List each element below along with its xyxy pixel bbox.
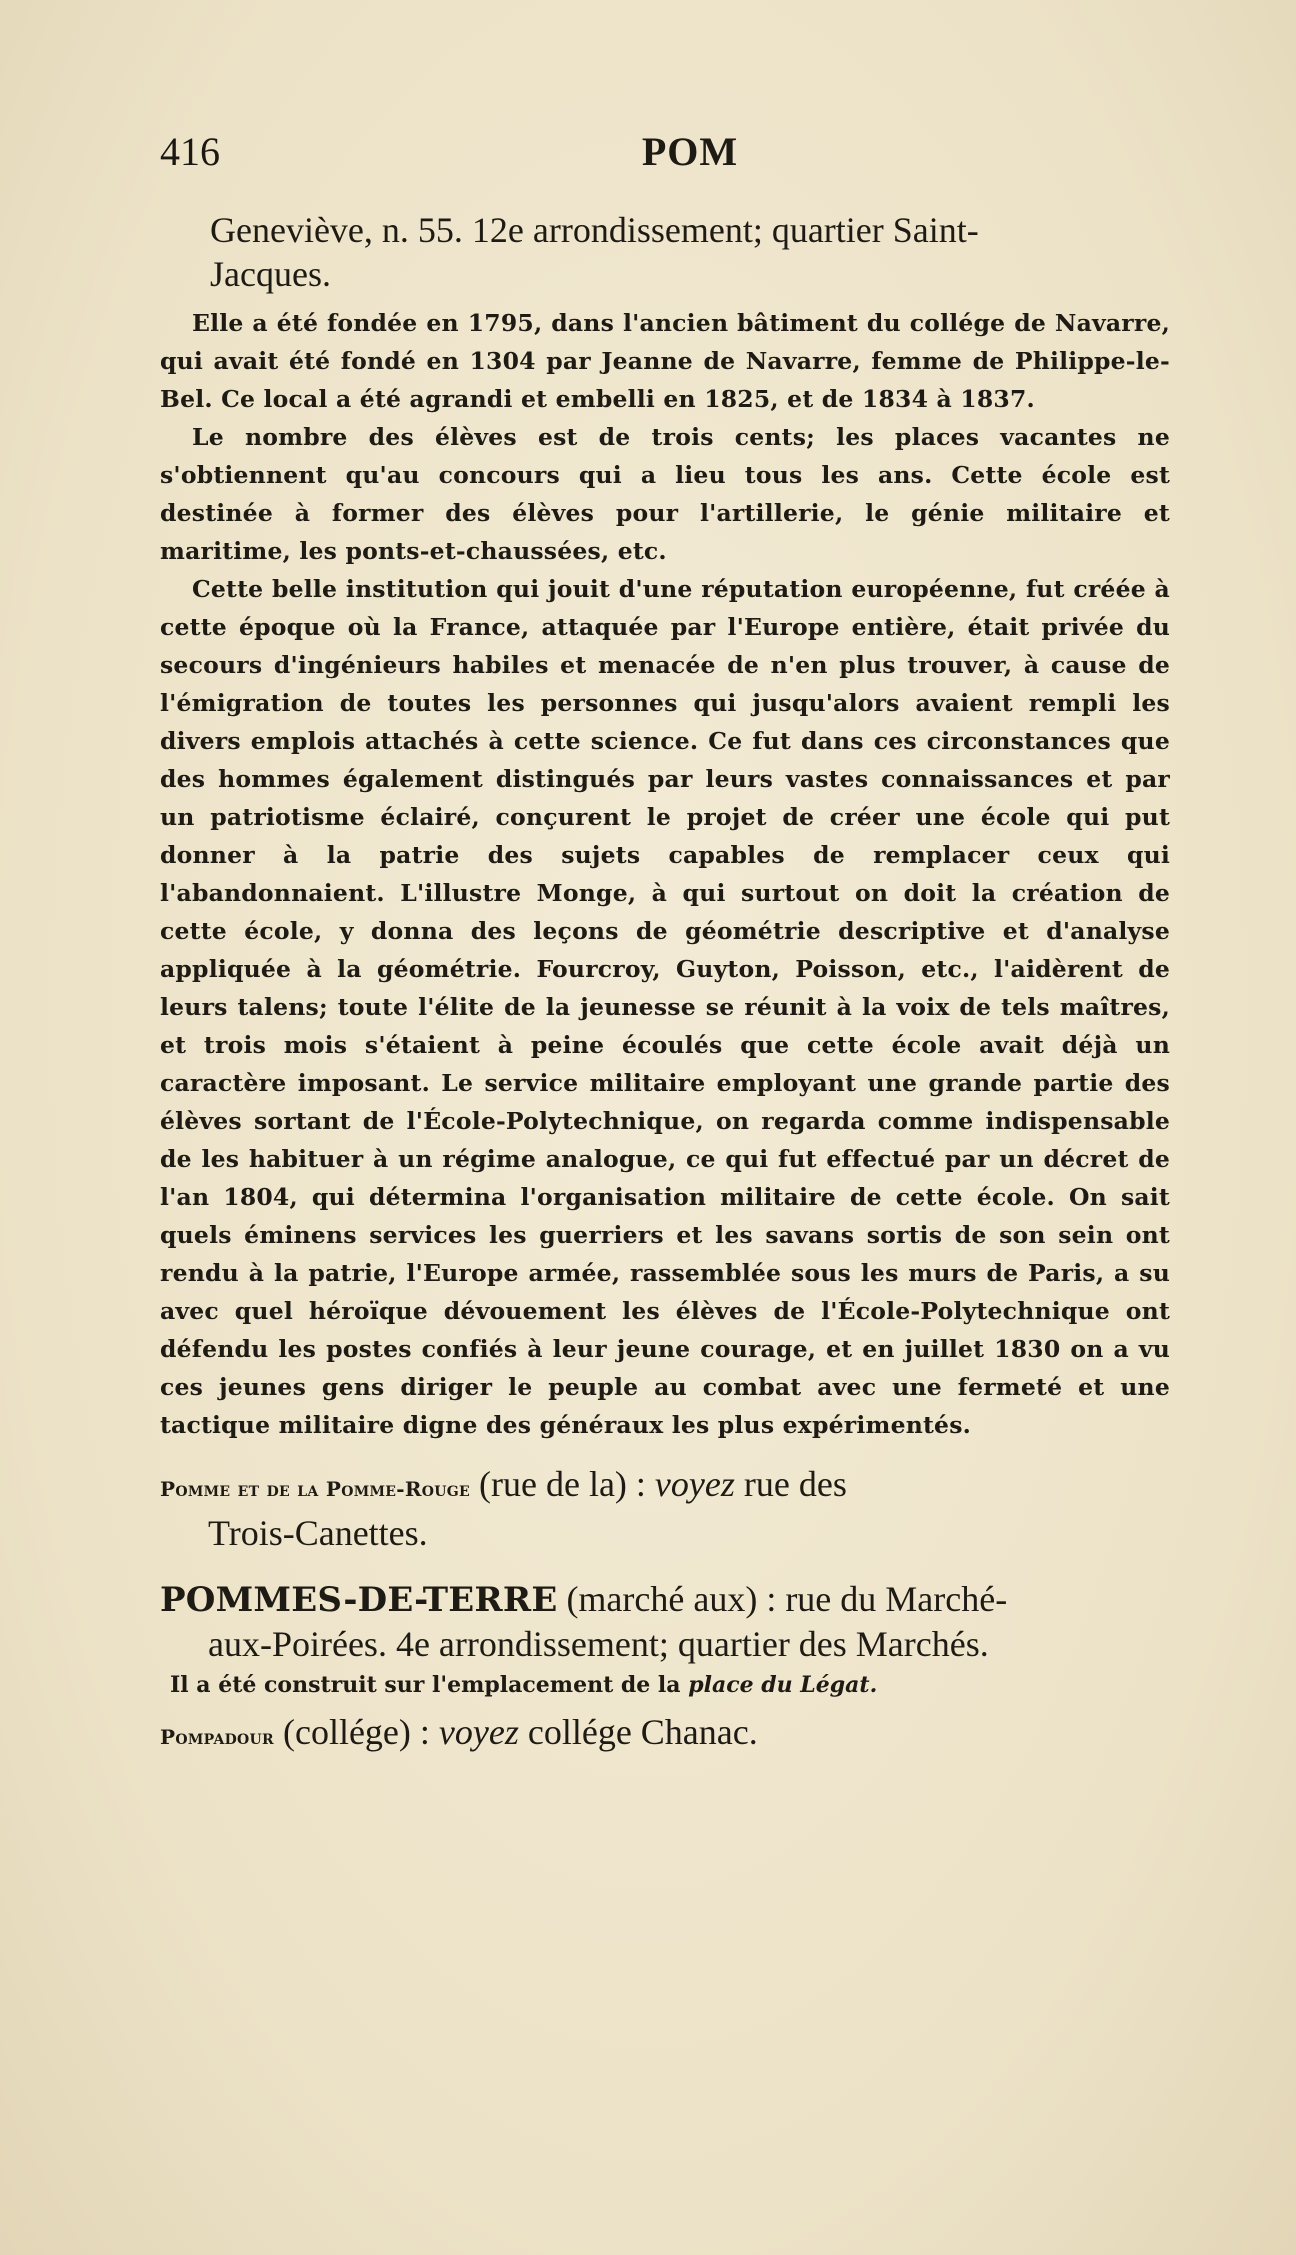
page-header	[160, 128, 1160, 178]
entry-pommes-de-terre-text-cont: aux-Poirées. 4e arrondissement; quartier des Marchés.	[208, 1624, 989, 1664]
continuation-line-2: Jacques.	[210, 254, 331, 294]
entry-pommes-de-terre-title: POMMES-DE-TERRE	[160, 1580, 558, 1620]
note-text: Il a été construit sur l'emplacement de la	[170, 1672, 681, 1698]
page-number: 416	[160, 129, 220, 174]
continuation-line-1: Geneviève, n. 55. 12e arrondissement; quartier Saint-	[210, 210, 979, 250]
paragraph-2: Le nombre des élèves est de trois cents; les places vacantes ne s'obtiennent qu'au concours qui a lieu tous les ans. Cette école est destinée à former des élèves pour l'artillerie, le génie militaire et maritime, les ponts-et-chaussées, etc.	[160, 423, 1170, 565]
entry-pomme-rouge-ref: rue des	[743, 1464, 847, 1504]
entry-pompadour-title: Pompadour	[160, 1725, 274, 1749]
entry-pommes-de-terre-note	[160, 1666, 1170, 1704]
note-place: place du Légat.	[688, 1672, 878, 1698]
entry-pompadour-voyez: voyez	[438, 1712, 519, 1752]
entry-pomme-rouge-title: Pomme et de la Pomme-Rouge	[160, 1477, 471, 1501]
entry-continuation-heading	[160, 208, 1170, 296]
entry-pomme-rouge-ref-cont: Trois-Canettes.	[208, 1513, 428, 1553]
entry-pomme-rouge-voyez: voyez	[654, 1464, 735, 1504]
entry-pomme-rouge	[160, 1462, 1170, 1555]
running-head: POM	[641, 129, 739, 174]
paragraph-3: Cette belle institution qui jouit d'une réputation européenne, fut créée à cette époque où la France, attaquée par l'Europe entière, était privée du secours d'ingénieurs habiles et menacée de n'en plus trouver, à cause de l'émigration de toutes les personnes qui jusqu'alors avaient rempli les divers emplois attachés à cette science. Ce fut dans ces circonstances que des hommes également distingués par leurs vastes connaissances et par un patriotisme éclairé, conçurent le projet de créer une école qui put donner à la patrie des sujets capables de remplacer ceux qui l'abandonnaient. L'illustre Monge, à qui surtout on doit la création de cette école, y donna des leçons de géométrie descriptive et d'analyse appliquée à la géométrie. Fourcroy, Guyton, Poisson, etc., l'aidèrent de leurs talens; toute l'élite de la jeunesse se réunit à la voix de tels maîtres, et trois mois s'étaient à peine écoulés que cette école avait déjà un caractère imposant. Le service militaire employant une grande partie des élèves sortant de l'École-Polytechnique, on regarda comme indispensable de les habituer à un régime analogue, ce qui fut effectué par un décret de l'an 1804, qui détermina l'organisation militaire de cette école. On sait quels éminens services les guerriers et les savans sortis de son sein ont rendu à la patrie, l'Europe armée, rassemblée sous les murs de Paris, a su avec quel héroïque dévouement les élèves de l'École-Polytechnique ont défendu les postes confiés à leur jeune courage, et en juillet 1830 on a vu ces jeunes gens diriger le peuple au combat avec une fermeté et une tactique militaire digne des généraux les plus expérimentés.	[160, 575, 1170, 1439]
entry-pomme-rouge-text: (rue de la) :	[479, 1464, 646, 1504]
entry-pompadour-ref: collége Chanac.	[527, 1712, 758, 1752]
entry-pommes-de-terre	[160, 1577, 1170, 1666]
page-body	[160, 208, 1170, 1759]
entry-pompadour-text: (collége) :	[282, 1712, 430, 1752]
entry-pommes-de-terre-text: (marché aux) : rue du Marché-	[566, 1579, 1008, 1619]
entry-pompadour	[160, 1710, 1170, 1759]
paragraph-1: Elle a été fondée en 1795, dans l'ancien bâtiment du collége de Navarre, qui avait été fondé en 1304 par Jeanne de Navarre, femme de Philippe-le-Bel. Ce local a été agrandi et embelli en 1825, et de 1834 à 1837.	[160, 309, 1170, 413]
